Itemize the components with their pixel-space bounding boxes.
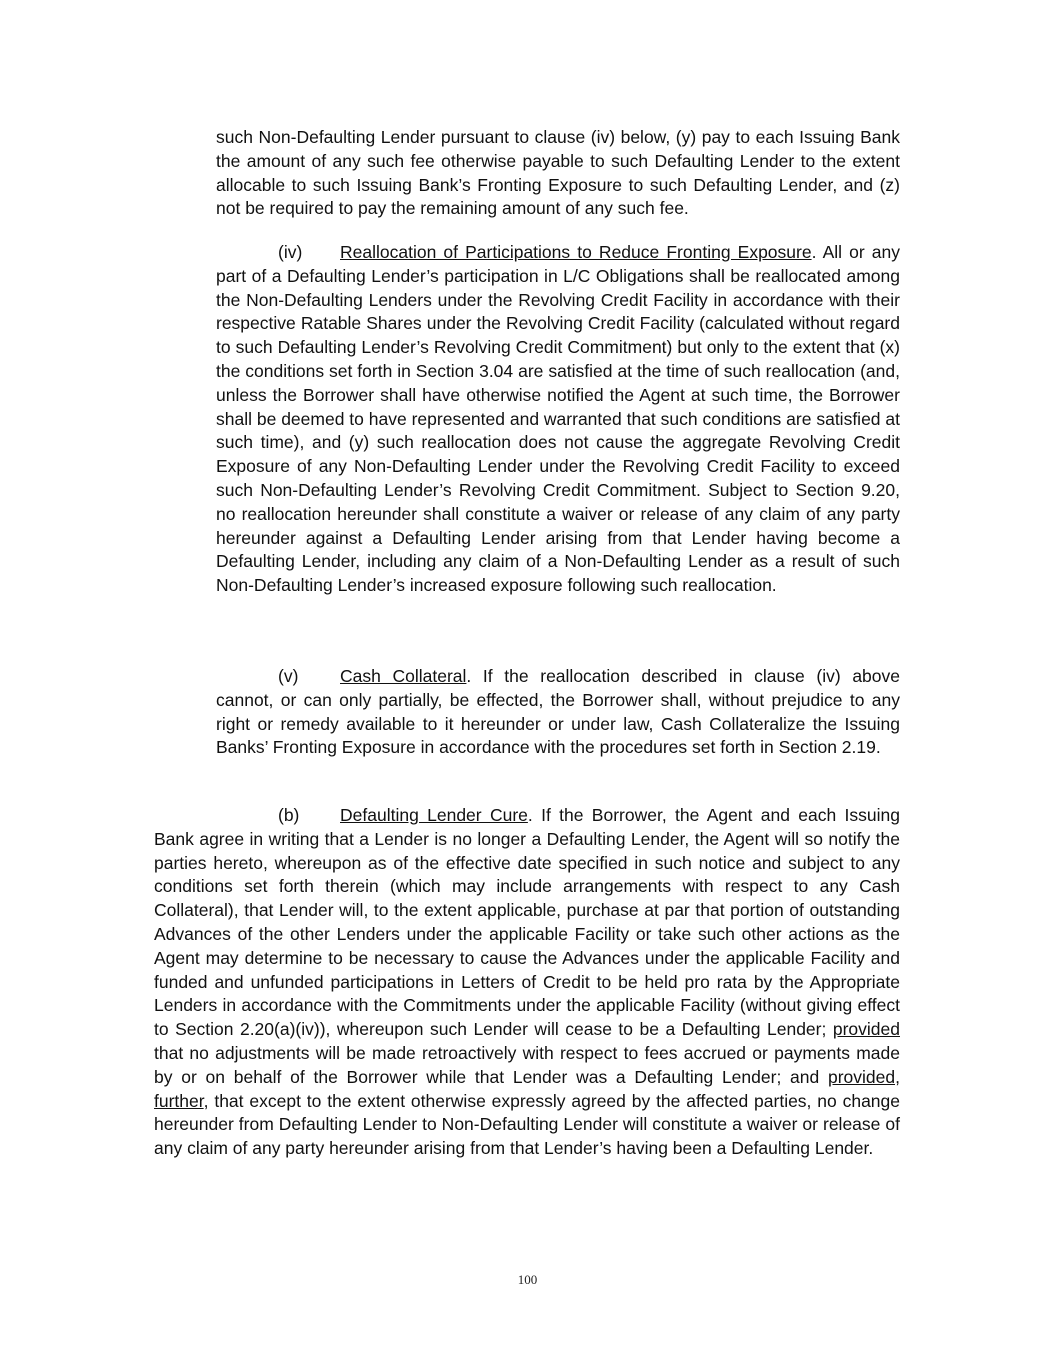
paragraph-b-text-3: , that except to the extent otherwise expressly agreed by the affected parties, no change hereunder from Defaulting Lender to Non-Defaulting Lender will constitute a waiver or release of any claim of any party hereunder arising from that Lender’s having been a Defaulting Lender. bbox=[154, 1090, 900, 1159]
provided-term: provided bbox=[832, 1019, 900, 1040]
paragraph-iv-number: (iv) bbox=[278, 242, 303, 262]
paragraph-b-heading: Defaulting Lender Cure bbox=[340, 805, 528, 825]
paragraph-b-text-2: that no adjustments will be made retroactively with respect to fees accrued or payments made by or on behalf of the Borrower while that Lender was a Defaulting Lender; and bbox=[154, 1042, 900, 1087]
page-number: 100 bbox=[517, 1272, 538, 1287]
paragraph-continuation-text: such Non-Defaulting Lender pursuant to clause (iv) below, (y) pay to each Issuing Bank the amount of any such fee otherwise payable to such Defaulting Lender to the extent allocable to such Issuing Bank’s Fronting Exposure to such Defaulting Lender, and (z) not be required to pay the remaining amount of any such fee. bbox=[216, 127, 900, 219]
paragraph-b-text-1: . If the Borrower, the Agent and each Issuing Bank agree in writing that a Lender is no longer a Defaulting Lender, the Agent will so notify the parties hereto, whereupon as of the effective date specified in such notice and subject to any conditions set forth therein (which may include arrangements with respect to any Cash Collateral), that Lender will, to the extent applicable, purchase at par that portion of outstanding Advances of the other Lenders under the applicable Facility or take such other actions as the Agent may determine to be necessary to cause the Advances under the applicable Facility and funded and unfunded participations in Letters of Credit to be held pro rata by the Appropriate Lenders in accordance with the Commitments under the applicable Facility (without giving effect to Section 2.20(a)(iv)), whereupon such Lender will cease to be a Defaulting Lender; bbox=[154, 805, 901, 1040]
paragraph-continuation bbox=[216, 126, 900, 221]
paragraph-v-text: . If the reallocation described in clause (iv) above cannot, or can only partially, be effected, the Borrower shall, without prejudice to any right or remedy available to it hereunder or under law, Cash Collateralize the Issuing Banks’ Fronting Exposure in accordance with the procedures set forth in Section 2.19. bbox=[216, 666, 900, 758]
provided-further-term: provided, further bbox=[154, 1066, 900, 1111]
paragraph-b bbox=[154, 804, 900, 1161]
paragraph-v-heading: Cash Collateral bbox=[340, 666, 467, 686]
paragraph-b-number: (b) bbox=[278, 805, 300, 825]
paragraph-v bbox=[216, 665, 900, 760]
paragraph-iv bbox=[216, 241, 900, 598]
paragraph-iv-text: . All or any part of a Defaulting Lender’s participation in L/C Obligations shall be reallocated among the Non-Defaulting Lenders under the Revolving Credit Facility in accordance with their respective Ratable Shares under the Revolving Credit Facility (calculated without regard to such Defaulting Lender’s Revolving Credit Commitment) but only to the extent that (x) the conditions set forth in Section 3.04 are satisfied at the time of such reallocation (and, unless the Borrower shall have otherwise notified the Agent at such time, the Borrower shall be deemed to have represented and warranted that such conditions are satisfied at such time), and (y) such reallocation does not cause the aggregate Revolving Credit Exposure of any Non-Defaulting Lender under the Revolving Credit Facility to exceed such Non-Defaulting Lender’s Revolving Credit Commitment. Subject to Section 9.20, no reallocation hereunder shall constitute a waiver or release of any claim of any party hereunder against a Defaulting Lender arising from that Lender having become a Defaulting Lender, including any claim of a Non-Defaulting Lender as a result of such Non-Defaulting Lender’s increased exposure following such reallocation. bbox=[216, 242, 900, 596]
paragraph-iv-heading: Reallocation of Participations to Reduce Fronting Exposure bbox=[340, 242, 812, 262]
paragraph-v-number: (v) bbox=[278, 666, 299, 686]
